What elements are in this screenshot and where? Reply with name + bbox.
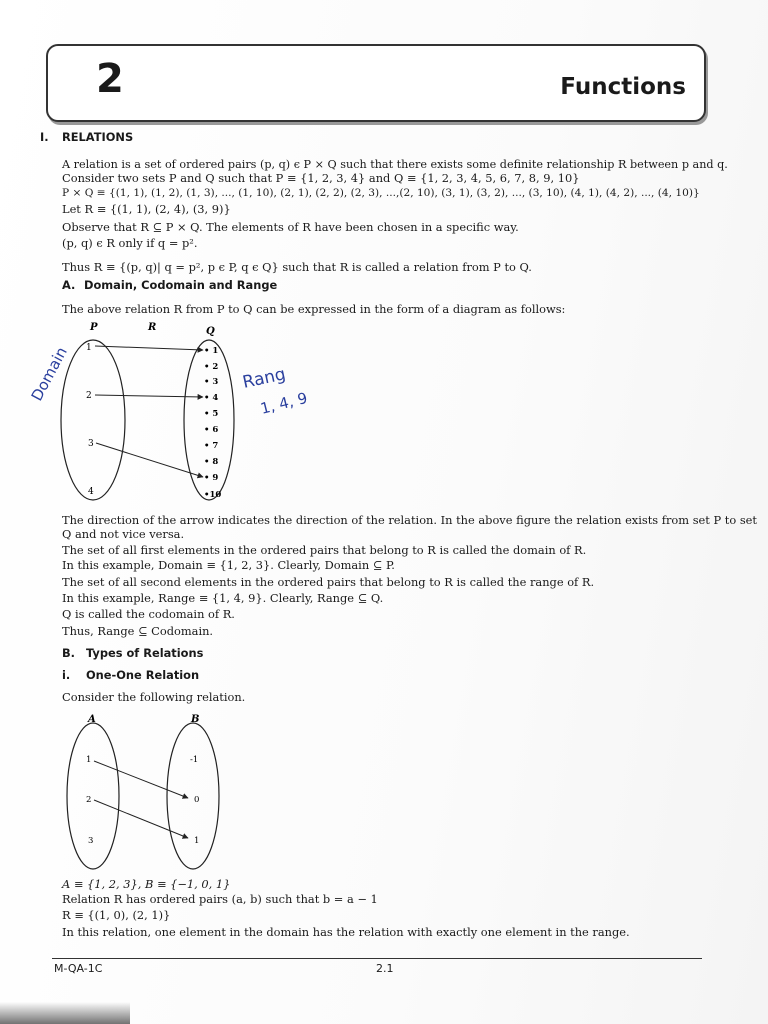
chapter-title: Functions xyxy=(560,74,686,100)
q-item-10: •10 xyxy=(204,490,222,500)
intro-line-4: Let R ≡ {(1, 1), (2, 4), (3, 9)} xyxy=(62,202,231,216)
handwritten-range: Rang xyxy=(240,364,288,393)
after-line-1: The direction of the arrow indicates the direction of the relation. In the above figure the relation exists from set P to set xyxy=(62,513,757,527)
subsection-bi-line: Consider the following relation. xyxy=(62,690,246,704)
subsection-b-label: B. xyxy=(62,646,76,660)
section-number: I. xyxy=(40,130,49,144)
intro-line-6: (p, q) ϵ R only if q = p². xyxy=(62,236,198,250)
intro-line-7: Thus R ≡ {(p, q)| q = p², p ϵ P, q ϵ Q} such that R is called a relation from P to Q. xyxy=(62,260,532,274)
b-item-1: 1 xyxy=(194,836,200,846)
set-label-r: R xyxy=(148,322,157,333)
arrow-1-to-0 xyxy=(94,761,188,798)
intro-line-3: P × Q ≡ {(1, 1), (1, 2), (1, 3), ..., (1, 10), (2, 1), (2, 2), (2, 3), ...,(2, 10), (3, 1), (3, 2), ..., (3, 10), (4, 1), (4, 2), ..., (4, 10)} xyxy=(62,187,700,199)
subsection-a-line: The above relation R from P to Q can be expressed in the form of a diagram as follows: xyxy=(62,302,566,316)
q-item-6: • 6 xyxy=(204,425,219,435)
after-line-5: The set of all second elements in the ordered pairs that belong to R is called the range of R. xyxy=(62,575,595,589)
page-edge-shadow xyxy=(0,1002,130,1024)
after-line-7: Q is called the codomain of R. xyxy=(62,607,235,621)
handwritten-range-values: 1, 4, 9 xyxy=(258,388,310,418)
intro-line-2: Consider two sets P and Q such that P ≡ {1, 2, 3, 4} and Q ≡ {1, 2, 3, 4, 5, 6, 7, 8, 9, 10} xyxy=(62,171,580,185)
q-item-5: • 5 xyxy=(204,409,219,419)
p-item-4: 4 xyxy=(88,487,94,497)
handwritten-domain: Domain xyxy=(27,344,71,404)
set-a-oval xyxy=(67,723,119,869)
q-item-7: • 7 xyxy=(204,441,219,451)
intro-line-5: Observe that R ⊆ P × Q. The elements of R have been chosen in a specific way. xyxy=(62,220,519,234)
a-item-2: 2 xyxy=(86,795,92,805)
set-label-a: A xyxy=(88,714,96,725)
q-item-2: • 2 xyxy=(204,362,219,372)
arrow-2-to-1 xyxy=(94,800,188,838)
final-line-4: In this relation, one element in the domain has the relation with exactly one element in the range. xyxy=(62,925,630,939)
q-item-3: • 3 xyxy=(204,377,219,387)
subsection-a-label: A. xyxy=(62,278,76,292)
b-item-neg1: -1 xyxy=(190,755,199,765)
a-item-1: 1 xyxy=(86,755,92,765)
after-line-4: In this example, Domain ≡ {1, 2, 3}. Clearly, Domain ⊆ P. xyxy=(62,558,395,572)
after-line-2: Q and not vice versa. xyxy=(62,527,185,541)
subsection-bi-title: One-One Relation xyxy=(86,668,200,682)
set-label-b: B xyxy=(191,714,200,725)
a-item-3: 3 xyxy=(88,836,94,846)
footer-rule xyxy=(52,958,702,959)
section-title: RELATIONS xyxy=(62,130,134,144)
subsection-b-title: Types of Relations xyxy=(86,646,204,660)
set-label-p: P xyxy=(90,322,98,333)
after-line-8: Thus, Range ⊆ Codomain. xyxy=(62,624,214,638)
after-line-3: The set of all first elements in the ordered pairs that belong to R is called the domain of R. xyxy=(62,543,587,557)
footer-code: M-QA-1C xyxy=(54,962,103,975)
intro-line-1: A relation is a set of ordered pairs (p, q) ϵ P × Q such that there exists some definite relationship R between p and q. xyxy=(62,158,728,171)
b-item-0: 0 xyxy=(194,795,200,805)
chapter-number: 2 xyxy=(96,56,124,102)
footer-page-number: 2.1 xyxy=(376,962,394,975)
after-line-6: In this example, Range ≡ {1, 4, 9}. Clearly, Range ⊆ Q. xyxy=(62,591,384,605)
subsection-bi-label: i. xyxy=(62,668,71,682)
p-item-1: 1 xyxy=(86,343,92,353)
p-item-3: 3 xyxy=(88,439,94,449)
set-b-oval xyxy=(167,723,219,869)
q-item-1: • 1 xyxy=(204,346,219,356)
final-line-2: Relation R has ordered pairs (a, b) such that b = a − 1 xyxy=(62,892,378,906)
subsection-a-title: Domain, Codomain and Range xyxy=(84,278,278,292)
final-line-3: R ≡ {(1, 0), (2, 1)} xyxy=(62,908,171,922)
set-label-q: Q xyxy=(206,326,215,337)
q-item-8: • 8 xyxy=(204,457,219,467)
q-item-9: • 9 xyxy=(204,473,219,483)
final-line-1: A ≡ {1, 2, 3}, B ≡ {−1, 0, 1} xyxy=(62,877,231,891)
q-item-4: • 4 xyxy=(204,393,219,403)
p-item-2: 2 xyxy=(86,391,92,401)
